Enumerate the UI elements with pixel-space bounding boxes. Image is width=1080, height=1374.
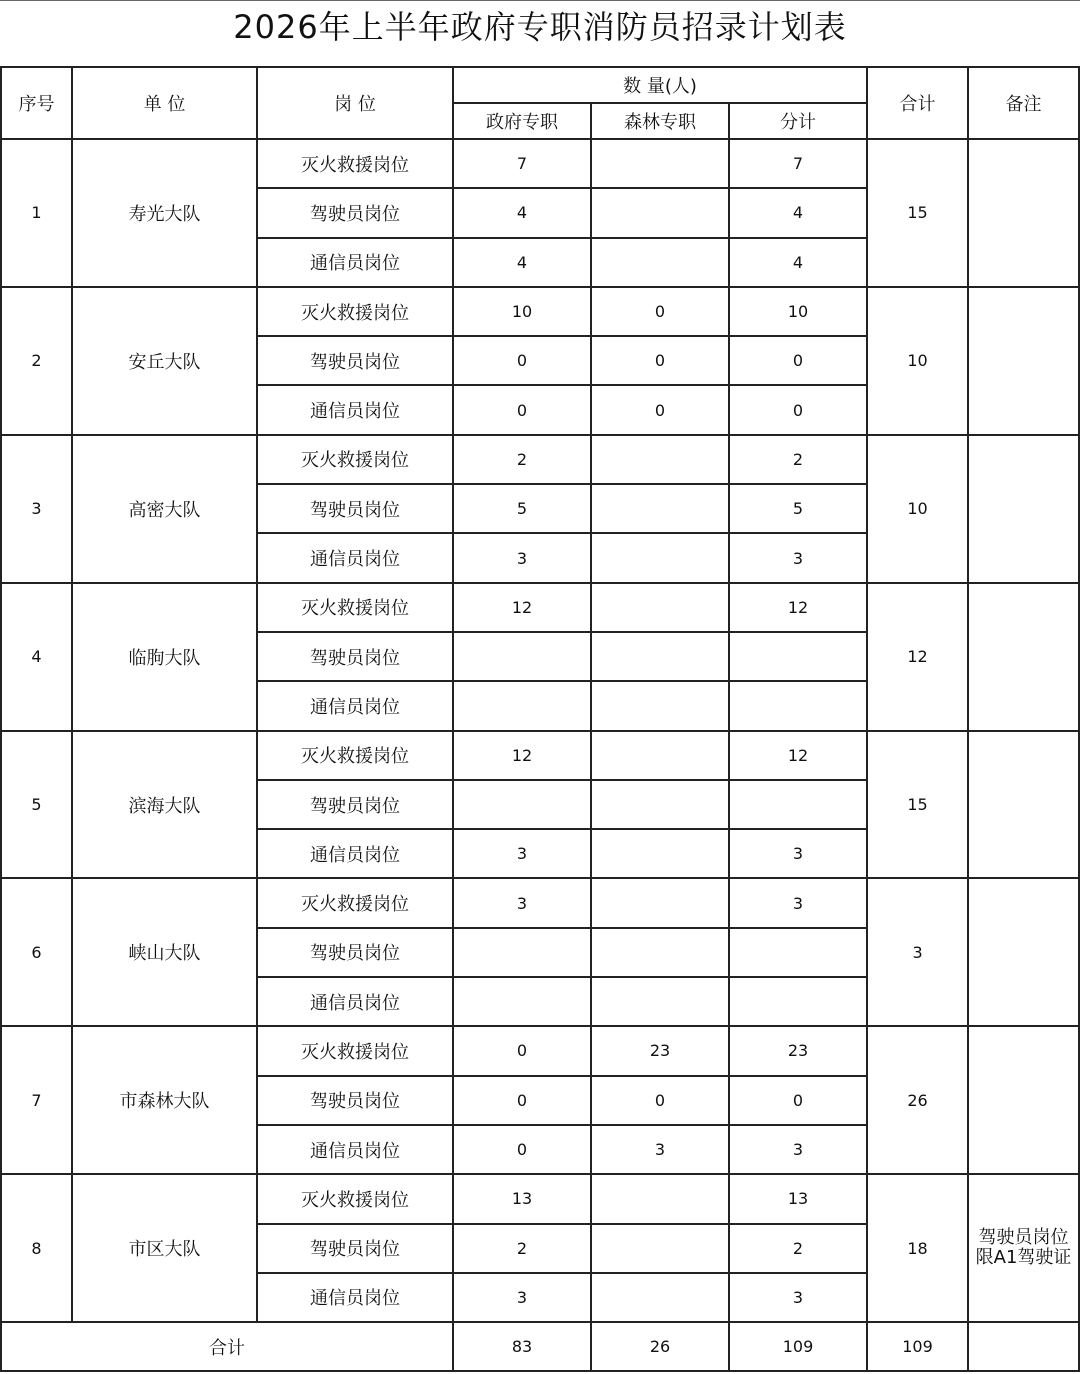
header-unit: 单 位 (72, 67, 257, 139)
header-row-1 (1, 67, 1079, 103)
row-total: 10 (867, 435, 968, 583)
row-post: 通信员岗位 (257, 977, 453, 1026)
row-seq: 2 (1, 287, 72, 435)
row-gov-count: 2 (453, 435, 591, 484)
row-subtotal: 3 (729, 829, 867, 878)
row-subtotal: 4 (729, 238, 867, 287)
row-forest-count: 3 (591, 1125, 729, 1174)
header-note: 备注 (968, 67, 1079, 139)
row-note (968, 1026, 1079, 1174)
row-forest-count (591, 977, 729, 1026)
row-note (968, 731, 1079, 879)
recruitment-plan-table (0, 66, 1080, 1372)
row-post: 灭火救援岗位 (257, 1174, 453, 1223)
row-forest-count (591, 435, 729, 484)
row-post: 灭火救援岗位 (257, 583, 453, 632)
row-gov-count: 2 (453, 1224, 591, 1273)
row-gov-count: 7 (453, 139, 591, 188)
row-subtotal: 13 (729, 1174, 867, 1223)
row-note (968, 287, 1079, 435)
row-forest-count (591, 583, 729, 632)
row-forest-count (591, 139, 729, 188)
row-gov-count (453, 977, 591, 1026)
header-quantity: 数 量(人) (453, 67, 867, 103)
grand-total-total: 109 (867, 1322, 968, 1371)
table-row (1, 731, 1079, 780)
row-seq: 3 (1, 435, 72, 583)
row-post: 灭火救援岗位 (257, 878, 453, 927)
grand-total-row (1, 1322, 1079, 1371)
table-row (1, 583, 1079, 632)
row-seq: 6 (1, 878, 72, 1026)
row-post: 驾驶员岗位 (257, 1076, 453, 1125)
row-subtotal: 0 (729, 385, 867, 434)
row-forest-count (591, 829, 729, 878)
row-subtotal: 4 (729, 188, 867, 237)
row-subtotal: 12 (729, 731, 867, 780)
row-gov-count: 3 (453, 878, 591, 927)
row-post: 通信员岗位 (257, 533, 453, 582)
grand-total-label: 合计 (1, 1322, 453, 1371)
row-subtotal: 10 (729, 287, 867, 336)
row-gov-count (453, 632, 591, 681)
row-post: 通信员岗位 (257, 238, 453, 287)
row-total: 18 (867, 1174, 968, 1322)
row-gov-count: 10 (453, 287, 591, 336)
row-gov-count: 3 (453, 829, 591, 878)
row-post: 驾驶员岗位 (257, 928, 453, 977)
row-post: 驾驶员岗位 (257, 484, 453, 533)
row-forest-count (591, 188, 729, 237)
row-unit: 市区大队 (72, 1174, 257, 1322)
row-forest-count (591, 780, 729, 829)
row-subtotal: 23 (729, 1026, 867, 1075)
table-row (1, 1026, 1079, 1075)
row-gov-count: 0 (453, 1076, 591, 1125)
grand-total-note (968, 1322, 1079, 1371)
row-post: 通信员岗位 (257, 1125, 453, 1174)
row-gov-count (453, 780, 591, 829)
row-unit: 临朐大队 (72, 583, 257, 731)
row-subtotal: 3 (729, 533, 867, 582)
header-seq: 序号 (1, 67, 72, 139)
row-post: 驾驶员岗位 (257, 632, 453, 681)
row-forest-count: 23 (591, 1026, 729, 1075)
row-gov-count: 0 (453, 336, 591, 385)
table-row (1, 435, 1079, 484)
header-post: 岗 位 (257, 67, 453, 139)
row-unit: 高密大队 (72, 435, 257, 583)
row-gov-count: 4 (453, 238, 591, 287)
row-post: 驾驶员岗位 (257, 780, 453, 829)
row-gov-count: 13 (453, 1174, 591, 1223)
row-gov-count: 4 (453, 188, 591, 237)
row-subtotal (729, 632, 867, 681)
header-subtotal: 分计 (729, 103, 867, 139)
row-subtotal (729, 780, 867, 829)
row-gov-count: 0 (453, 1125, 591, 1174)
grand-total-subtotal: 109 (729, 1322, 867, 1371)
row-forest-count (591, 632, 729, 681)
row-unit: 峡山大队 (72, 878, 257, 1026)
row-subtotal: 0 (729, 336, 867, 385)
row-subtotal: 7 (729, 139, 867, 188)
row-subtotal: 0 (729, 1076, 867, 1125)
row-forest-count (591, 731, 729, 780)
row-note: 驾驶员岗位限A1驾驶证 (968, 1174, 1079, 1322)
row-seq: 1 (1, 139, 72, 287)
row-gov-count: 12 (453, 731, 591, 780)
row-forest-count: 0 (591, 385, 729, 434)
row-post: 驾驶员岗位 (257, 1224, 453, 1273)
row-note (968, 878, 1079, 1026)
row-unit: 安丘大队 (72, 287, 257, 435)
row-forest-count (591, 878, 729, 927)
row-subtotal: 5 (729, 484, 867, 533)
row-post: 灭火救援岗位 (257, 1026, 453, 1075)
row-forest-count (591, 1174, 729, 1223)
row-total: 12 (867, 583, 968, 731)
grand-total-gov: 83 (453, 1322, 591, 1371)
row-post: 灭火救援岗位 (257, 139, 453, 188)
row-forest-count (591, 533, 729, 582)
row-total: 10 (867, 287, 968, 435)
row-forest-count: 0 (591, 336, 729, 385)
row-forest-count: 0 (591, 1076, 729, 1125)
row-total: 26 (867, 1026, 968, 1174)
row-forest-count (591, 928, 729, 977)
row-gov-count: 0 (453, 385, 591, 434)
row-subtotal: 2 (729, 435, 867, 484)
row-subtotal (729, 928, 867, 977)
header-forest: 森林专职 (591, 103, 729, 139)
row-forest-count (591, 1273, 729, 1322)
row-seq: 7 (1, 1026, 72, 1174)
row-note (968, 435, 1079, 583)
row-unit: 滨海大队 (72, 731, 257, 879)
row-total: 3 (867, 878, 968, 1026)
row-subtotal: 3 (729, 878, 867, 927)
row-gov-count (453, 928, 591, 977)
row-unit: 寿光大队 (72, 139, 257, 287)
grand-total-forest: 26 (591, 1322, 729, 1371)
row-subtotal: 3 (729, 1273, 867, 1322)
row-seq: 8 (1, 1174, 72, 1322)
row-gov-count: 0 (453, 1026, 591, 1075)
row-post: 通信员岗位 (257, 681, 453, 730)
page-title: 2026年上半年政府专职消防员招录计划表 (0, 0, 1080, 52)
row-subtotal (729, 681, 867, 730)
row-subtotal (729, 977, 867, 1026)
row-seq: 5 (1, 731, 72, 879)
row-unit: 市森林大队 (72, 1026, 257, 1174)
row-forest-count: 0 (591, 287, 729, 336)
row-forest-count (591, 238, 729, 287)
table-row (1, 878, 1079, 927)
row-total: 15 (867, 731, 968, 879)
row-gov-count: 5 (453, 484, 591, 533)
row-gov-count: 12 (453, 583, 591, 632)
row-post: 灭火救援岗位 (257, 287, 453, 336)
row-post: 灭火救援岗位 (257, 435, 453, 484)
row-gov-count (453, 681, 591, 730)
header-total: 合计 (867, 67, 968, 139)
row-post: 通信员岗位 (257, 1273, 453, 1322)
table-row (1, 139, 1079, 188)
header-gov: 政府专职 (453, 103, 591, 139)
row-subtotal: 12 (729, 583, 867, 632)
table-row (1, 287, 1079, 336)
row-seq: 4 (1, 583, 72, 731)
row-post: 灭火救援岗位 (257, 731, 453, 780)
row-forest-count (591, 681, 729, 730)
row-forest-count (591, 484, 729, 533)
row-post: 通信员岗位 (257, 385, 453, 434)
row-gov-count: 3 (453, 1273, 591, 1322)
row-post: 通信员岗位 (257, 829, 453, 878)
row-note (968, 583, 1079, 731)
row-subtotal: 3 (729, 1125, 867, 1174)
row-subtotal: 2 (729, 1224, 867, 1273)
table-row (1, 1174, 1079, 1223)
row-note (968, 139, 1079, 287)
row-forest-count (591, 1224, 729, 1273)
row-gov-count: 3 (453, 533, 591, 582)
row-post: 驾驶员岗位 (257, 188, 453, 237)
row-post: 驾驶员岗位 (257, 336, 453, 385)
row-total: 15 (867, 139, 968, 287)
